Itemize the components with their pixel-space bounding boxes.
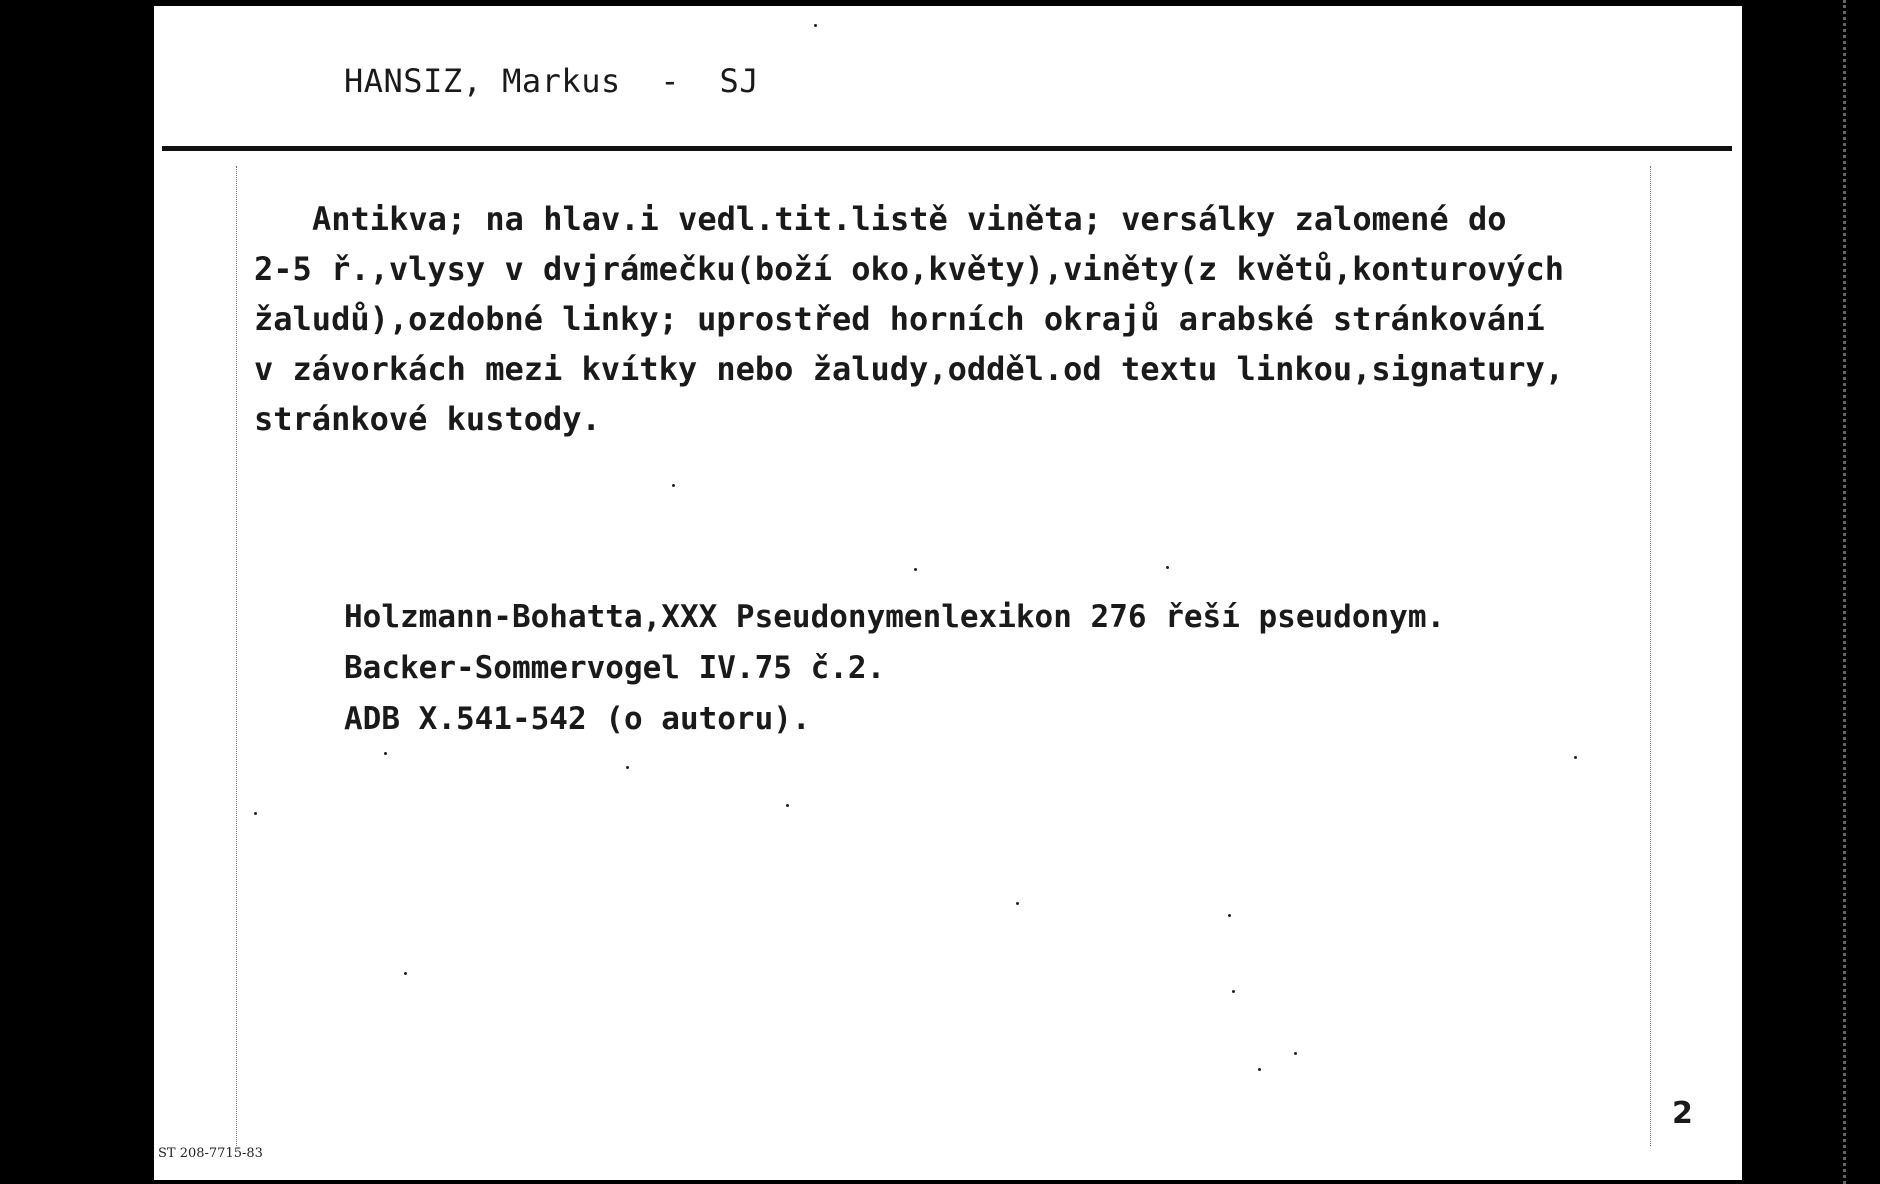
scan-speck — [672, 484, 675, 487]
heading-rule — [162, 146, 1732, 151]
typographic-description — [254, 194, 1654, 444]
scan-speck — [1294, 1052, 1297, 1055]
description-line: žaludů),ozdobné linky; uprostřed horních okrajů arabské stránkování — [254, 300, 1545, 338]
scan-speck — [1016, 902, 1019, 905]
description-line: 2-5 ř.,vlysy v dvjrámečku(boží oko,květy),viněty(z květů,konturových — [254, 250, 1565, 288]
reference-line: Holzmann-Bohatta,XXX Pseudonymenlexikon 276 řeší pseudonym. — [344, 599, 1446, 635]
form-code: ST 208-7715-83 — [158, 1146, 263, 1161]
description-line: stránkové kustody. — [254, 400, 601, 438]
left-margin-line — [236, 166, 237, 1146]
reference-line: Backer-Sommervogel IV.75 č.2. — [344, 650, 886, 686]
description-line: v závorkách mezi kvítky nebo žaludy,odděl.od textu linkou,signatury, — [254, 350, 1565, 388]
scan-speck — [1228, 914, 1231, 917]
scan-speck — [814, 24, 817, 27]
catalog-card — [154, 6, 1742, 1180]
scan-speck — [1232, 990, 1235, 993]
scan-speck — [1258, 1068, 1261, 1071]
scan-speck — [1166, 566, 1169, 569]
card-heading: HANSIZ, Markus - SJ — [344, 62, 760, 100]
scan-speck — [404, 972, 407, 975]
scan-speck — [1574, 756, 1577, 759]
description-line: Antikva; na hlav.i vedl.tit.listě viněta; versálky zalomené do — [312, 200, 1507, 238]
scan-speck — [254, 812, 257, 815]
scan-speck — [914, 568, 917, 571]
bibliographic-references — [344, 592, 1445, 745]
scan-speck — [626, 766, 629, 769]
scan-speck — [786, 804, 789, 807]
reference-line: ADB X.541-542 (o autoru). — [344, 701, 811, 737]
scan-edge-noise — [1843, 0, 1850, 1184]
scan-speck — [384, 752, 387, 755]
page-number: 2 — [1672, 1096, 1693, 1131]
